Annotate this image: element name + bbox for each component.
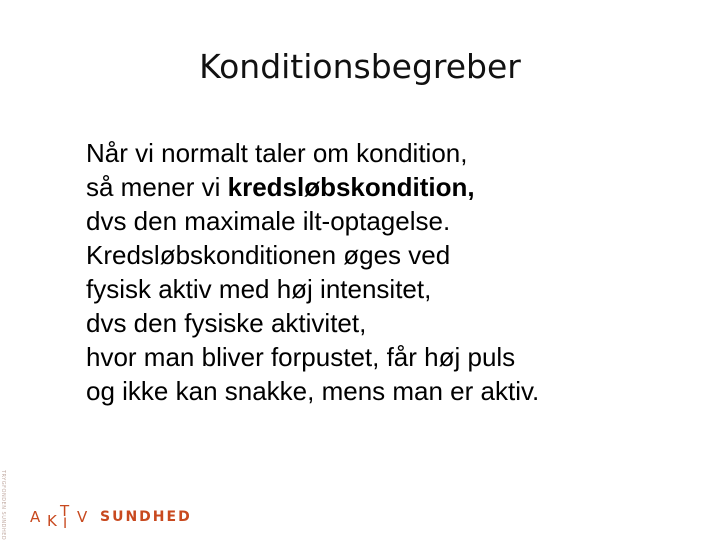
logo-letter-t: T	[60, 502, 70, 520]
logo-letter-v: V	[77, 508, 88, 526]
body-line-8: og ikke kan snakke, mens man er aktiv.	[86, 376, 540, 406]
logo-letter-a: A	[30, 508, 41, 526]
body-line-7: hvor man bliver forpustet, får høj puls	[86, 342, 516, 372]
body-line-2-prefix: så mener vi	[86, 172, 228, 202]
body-line-1: Når vi normalt taler om kondition,	[86, 138, 468, 168]
logo-letter-k: K	[47, 512, 57, 530]
body-line-5: fysisk aktiv med høj intensitet,	[86, 274, 432, 304]
body-line-2-emphasis: kredsløbskondition,	[227, 172, 475, 202]
vertical-credit-text	[0, 470, 10, 540]
aktiv-sundhed-logo	[30, 498, 210, 532]
vertical-credit-label: TRYGFONDEN SUNDHED	[0, 470, 6, 540]
slide-body	[86, 136, 686, 408]
body-line-2	[86, 170, 686, 204]
logo-word-sundhed: SUNDHED	[100, 509, 192, 525]
body-line-4: Kredsløbskonditionen øges ved	[86, 240, 451, 270]
body-line-6: dvs den fysiske aktivitet,	[86, 308, 367, 338]
body-line-3: dvs den maximale ilt-optagelse.	[86, 206, 451, 236]
logo-letter-i: I	[63, 516, 68, 532]
slide-title: Konditionsbegreber	[199, 47, 521, 86]
